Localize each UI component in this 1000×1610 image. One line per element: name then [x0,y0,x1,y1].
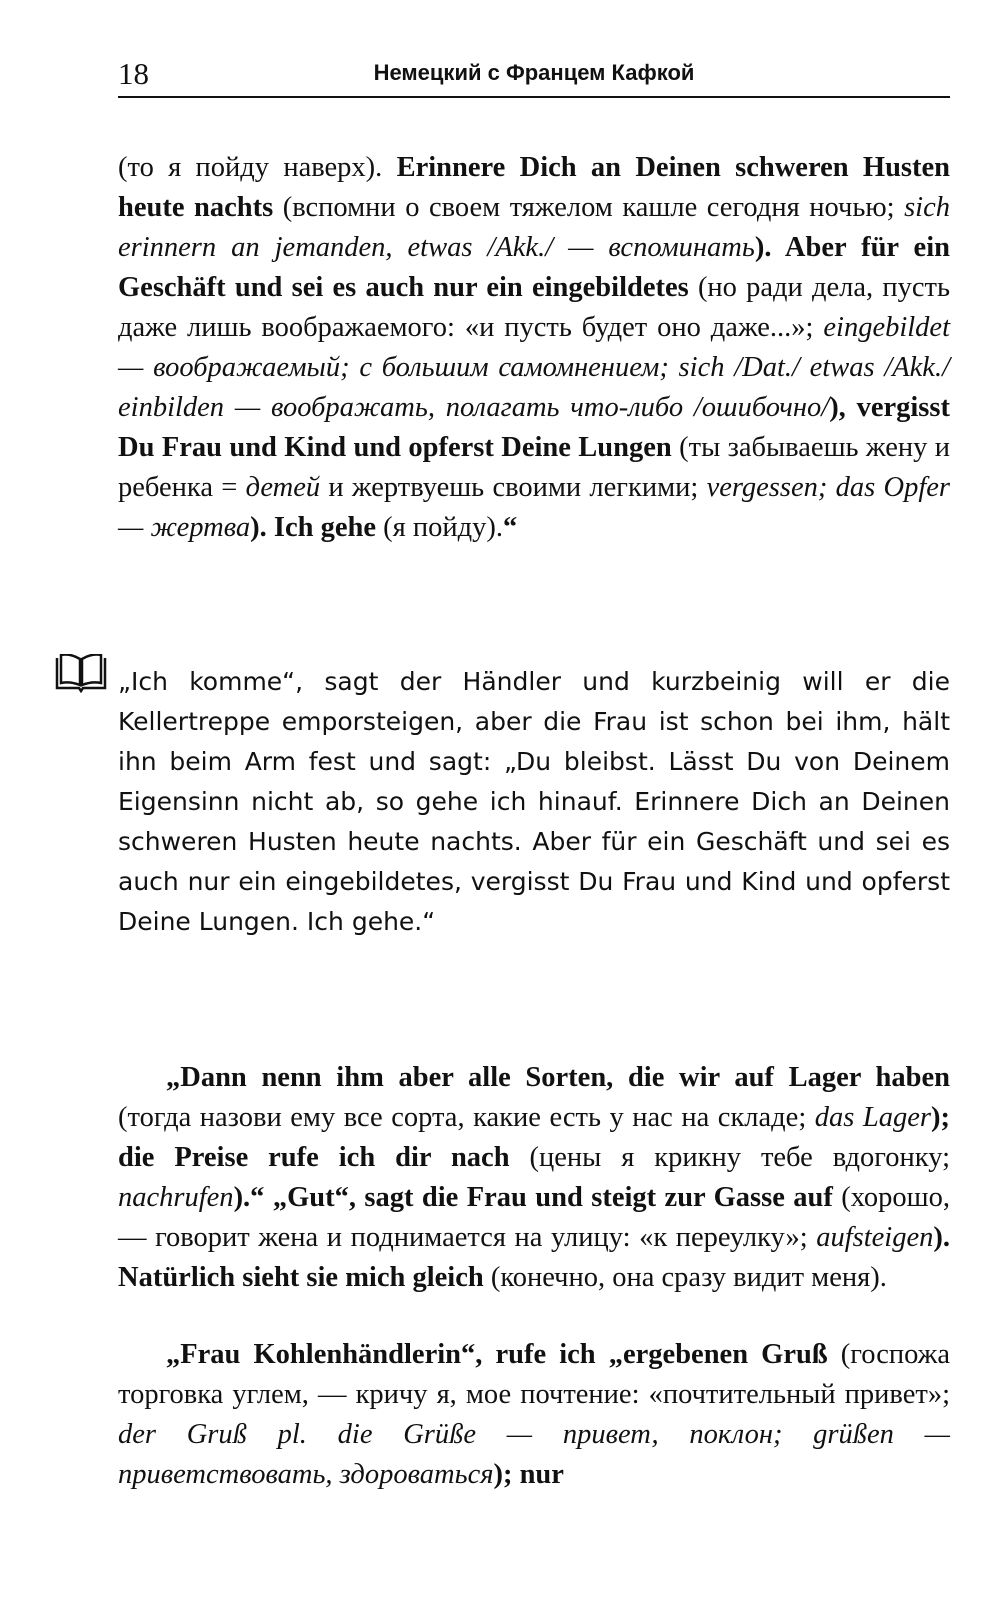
translation: (я пойду). [376,512,503,543]
translation: (госпожа торговка углем, — кричу я, мое почтение: «почтительный привет»; [118,1339,950,1410]
german-phrase: Natürlich sieht sie mich gleich [118,1262,484,1293]
page-number: 18 [118,56,149,91]
translation: (вспомни о своем тяжелом кашле сегодня ночью; [273,192,905,223]
commentary-paragraph-1 [118,148,950,548]
punctuation: ); [931,1102,951,1133]
vocabulary-note: das Lager [814,1102,932,1133]
german-phrase: Aber für ein Geschäft und sei es auch nur ein eingebildetes [118,232,950,303]
german-phrase: Erinnere Dich an Deinen schweren Husten heute nachts [118,152,950,223]
text-segment: (то я пойду наверх). [118,152,397,183]
translation: (ты забываешь жену и ребенка = [118,432,950,503]
translation: (хорошо, — говорит жена и поднимается на улицу: «к переулку»; [118,1182,950,1253]
punctuation: ); [493,1459,520,1490]
running-title: Немецкий с Францем Кафкой [373,60,695,85]
german-phrase: „Dann nenn ihm aber alle Sorten, die wir auf Lager haben [166,1062,950,1093]
german-phrase: „Frau Kohlenhändlerin“, rufe ich „ergebenen Gruß [166,1339,828,1370]
open-book-icon [54,654,108,694]
commentary-paragraph-3 [118,1335,950,1495]
vocabulary-note: nachrufen [118,1182,234,1213]
vocabulary-note: vergessen; das Opfer — жертва [118,472,950,543]
commentary-paragraph-2 [118,1058,950,1298]
punctuation: ), [829,392,857,423]
punctuation: “ [503,512,518,543]
vocabulary-note: детей [245,472,321,503]
vocabulary-note: der Gruß pl. die Grüße — привет, поклон; grüßen — приветствовать, здороваться [118,1419,950,1490]
german-phrase: nur [519,1459,564,1490]
vocabulary-note: sich erinnern an jemanden, etwas /Akk./ — вспоминать [118,192,950,263]
german-phrase: „Gut“, sagt die Frau und steigt zur Gasse auf [272,1182,833,1213]
german-phrase: vergisst Du Frau und Kind und opferst Deine Lungen [118,392,950,463]
punctuation: ). [754,232,785,263]
punctuation: ). [933,1222,950,1253]
vocabulary-note: aufsteigen [816,1222,934,1253]
punctuation: ).“ [233,1182,273,1213]
translation: (тогда назови ему все сорта, какие есть у нас на складе; [118,1102,815,1133]
translation: (но ради дела, пусть даже лишь воображаемого: «и пусть будет оно даже...»; [118,272,950,343]
original-text-paragraph: „Ich komme“, sagt der Händler und kurzbeinig will er die Kellertreppe emporsteigen, aber die Frau ist schon bei ihm, hält ihn beim Arm fest und sagt: „Du bleibst. Lässt Du von Deinem Eigensinn nicht ab, so gehe ich hinauf. Erinnere Dich an Deinen schweren Husten heute nachts. Aber für ein Geschäft und sei es auch nur ein eingebildetes, vergisst Du Frau und Kind und opferst Deine Lungen. Ich gehe.“ [118,667,950,936]
german-phrase: die Preise rufe ich dir nach [118,1142,510,1173]
vocabulary-note: eingebildet — воображаемый; с большим самомнением; sich /Dat./ etwas /Akk./ einbilden — воображать, полагать что-либо /ошибочно/ [118,312,950,423]
translation: (конечно, она сразу видит меня). [483,1262,887,1293]
translation: и жертвуешь своими легкими; [320,472,707,503]
page-header [118,52,950,98]
punctuation: ). [250,512,274,543]
translation: (цены я крикну тебе вдогонку; [509,1142,950,1173]
german-phrase: Ich gehe [273,512,377,543]
